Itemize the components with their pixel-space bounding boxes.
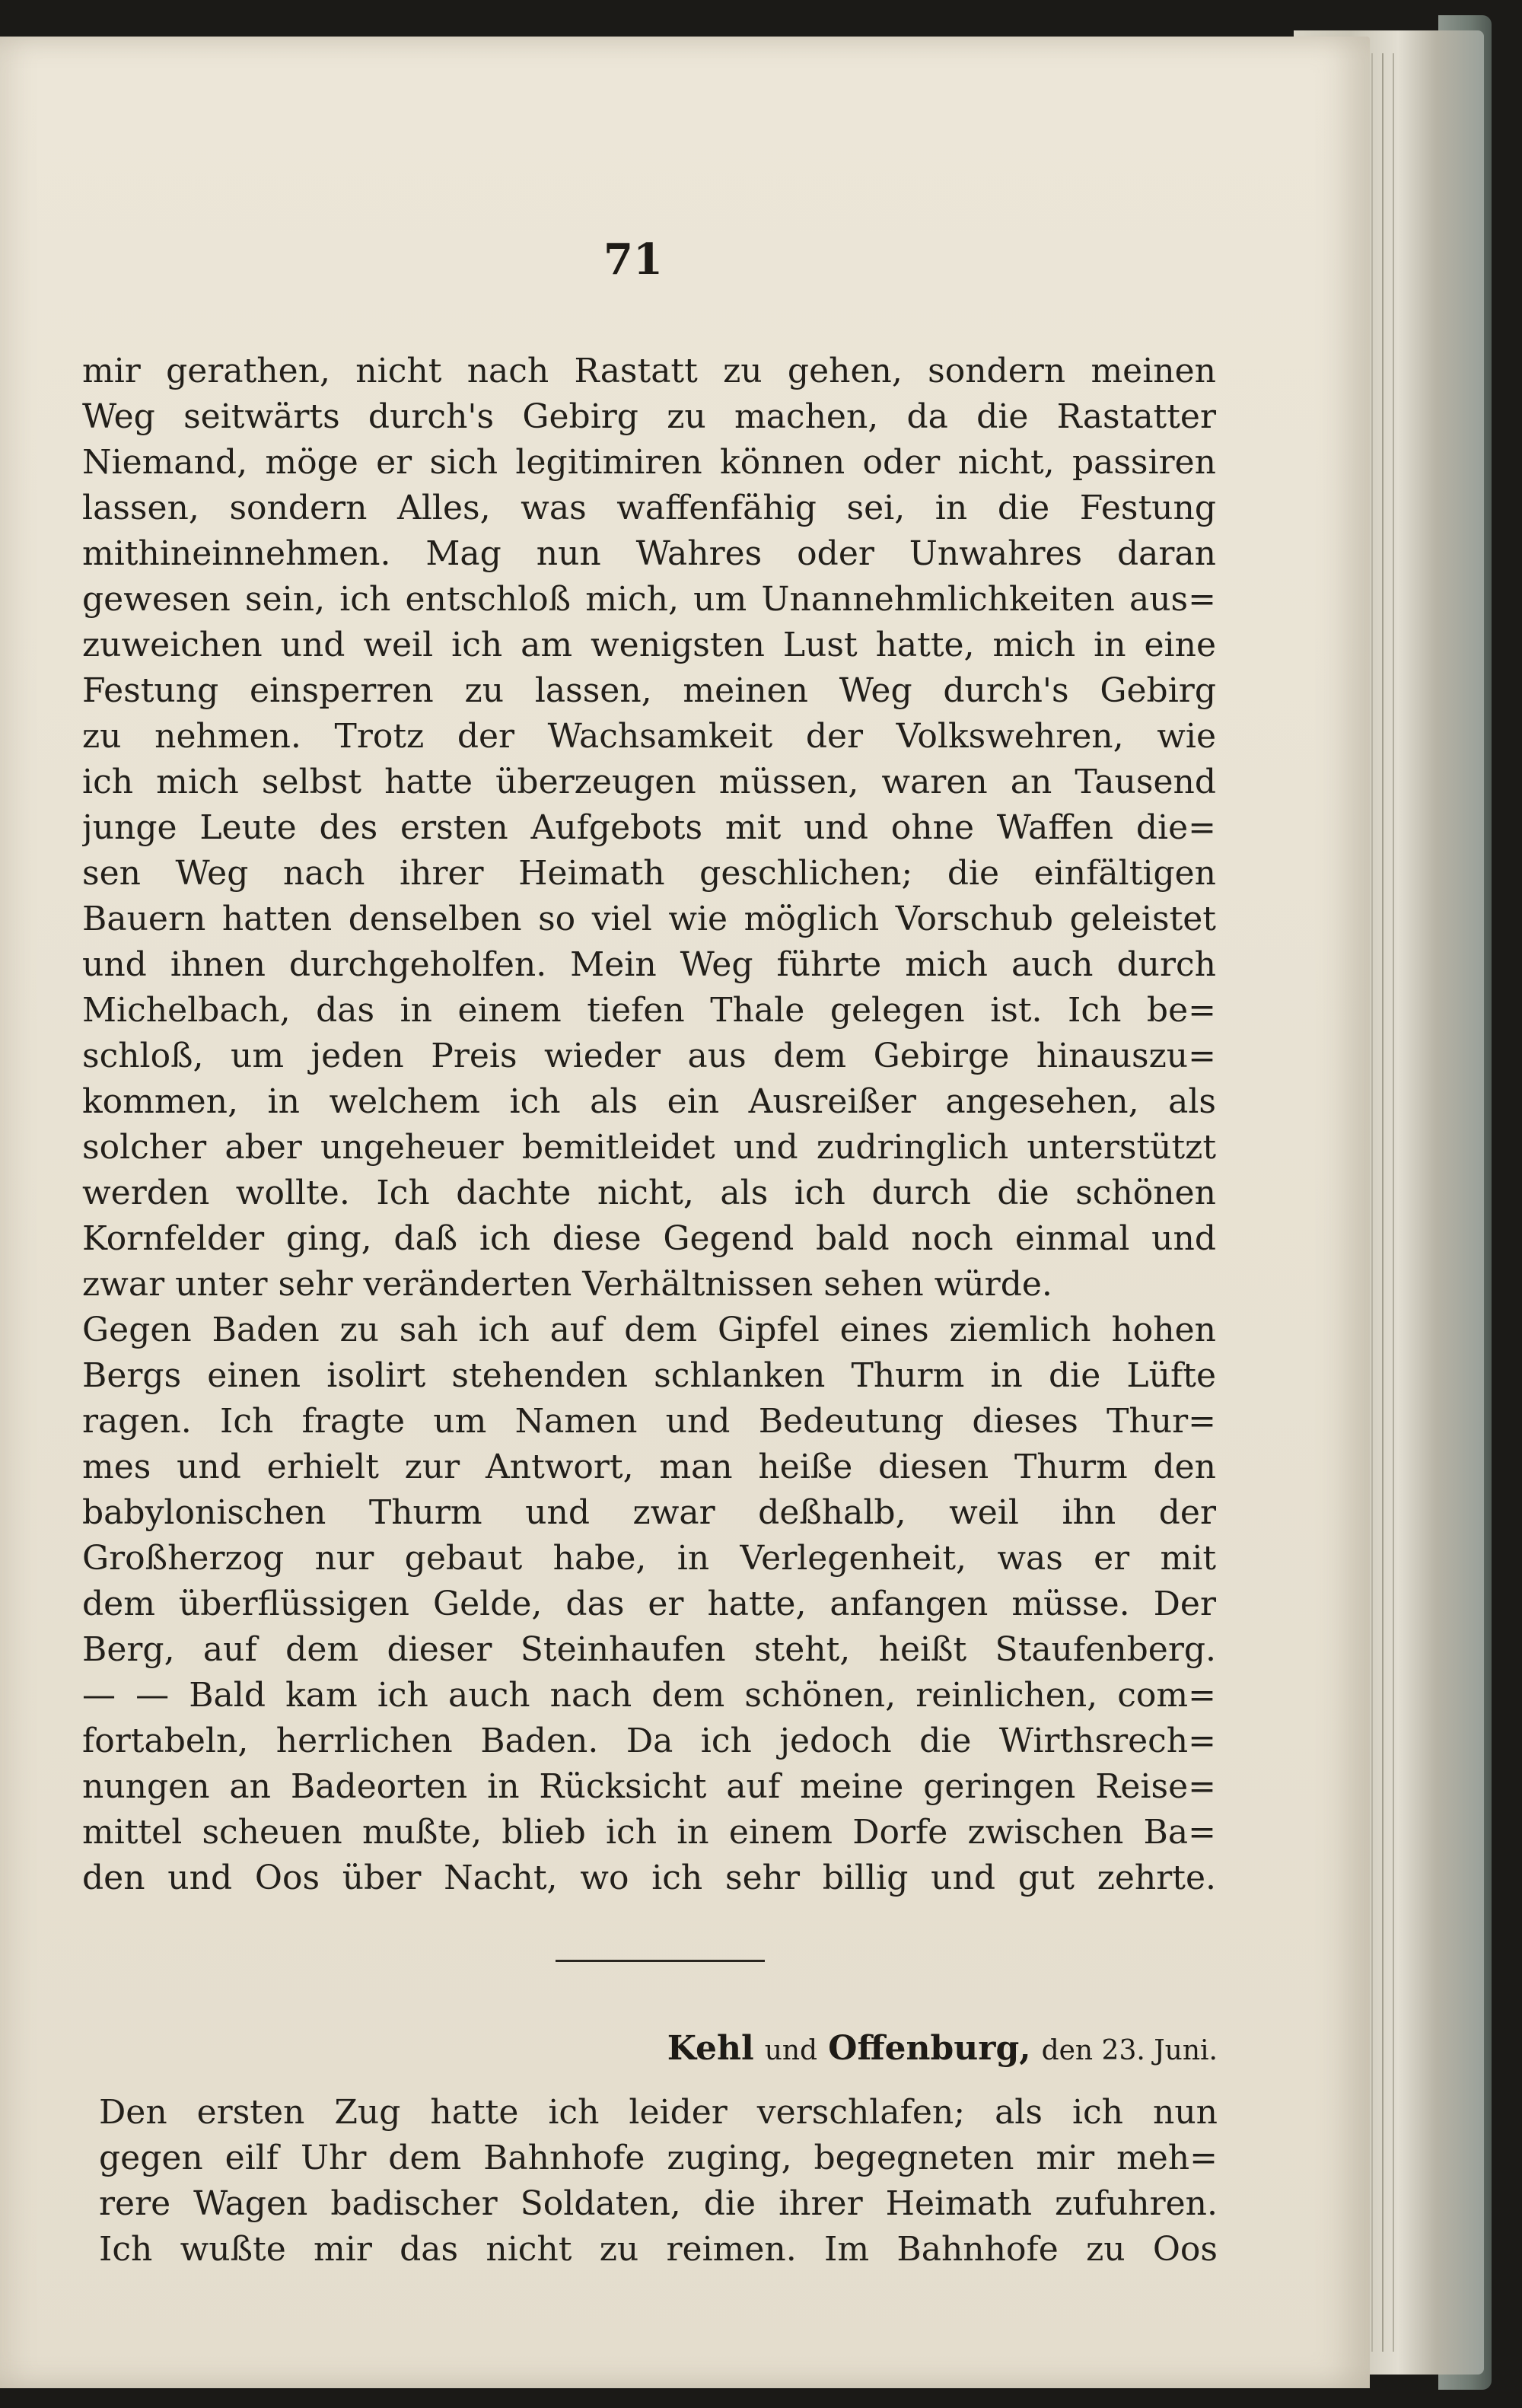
text-line: mes und erhielt zur Antwort, man heiße diesen Thurm den xyxy=(82,1448,1216,1486)
text-line: gewesen sein, ich entschloß mich, um Unannehmlichkeiten aus= xyxy=(82,580,1216,619)
paragraph-1 xyxy=(82,349,1216,1901)
text-line: Den ersten Zug hatte ich leider verschlafen; als ich nun xyxy=(99,2093,1218,2132)
text-line: nungen an Badeorten in Rücksicht auf meine geringen Reise= xyxy=(82,1767,1216,1806)
text-line: Weg seitwärts durch's Gebirg zu machen, da die Rastatter xyxy=(82,397,1216,436)
text-line: Michelbach, das in einem tiefen Thale gelegen ist. Ich be= xyxy=(82,991,1216,1030)
text-line: mir gerathen, nicht nach Rastatt zu gehen, sondern meinen xyxy=(82,352,1216,390)
text-line: gegen eilf Uhr dem Bahnhofe zuging, begegneten mir meh= xyxy=(99,2139,1218,2177)
text-line: Festung einsperren zu lassen, meinen Weg durch's Gebirg xyxy=(82,671,1216,710)
text-line: ragen. Ich fragte um Namen und Bedeutung dieses Thur= xyxy=(82,1402,1216,1441)
text-line: schloß, um jeden Preis wieder aus dem Gebirge hinauszu= xyxy=(82,1037,1216,1075)
text-line: zu nehmen. Trotz der Wachsamkeit der Volkswehren, wie xyxy=(82,717,1216,756)
text-line: junge Leute des ersten Aufgebots mit und ohne Waffen die= xyxy=(82,808,1216,847)
text-line: Niemand, möge er sich legitimiren können oder nicht, passiren xyxy=(82,443,1216,482)
text-line: rere Wagen badischer Soldaten, die ihrer Heimath zufuhren. xyxy=(99,2184,1218,2223)
heading-connector: und xyxy=(764,2035,818,2066)
text-line: zwar unter sehr veränderten Verhältnissen sehen würde. xyxy=(82,1265,1052,1304)
text-line: mithineinnehmen. Mag nun Wahres oder Unwahres daran xyxy=(82,534,1216,573)
text-line: babylonischen Thurm und zwar deßhalb, weil ihn der xyxy=(82,1493,1216,1532)
text-line: zuweichen und weil ich am wenigsten Lust hatte, mich in eine xyxy=(82,626,1216,664)
heading-date: den 23. Juni. xyxy=(1041,2035,1218,2066)
page-number: 71 xyxy=(603,234,663,285)
text-line: Ich wußte mir das nicht zu reimen. Im Bahnhofe zu Oos xyxy=(99,2230,1218,2269)
text-line: Kornfelder ging, daß ich diese Gegend bald noch einmal und xyxy=(82,1219,1216,1258)
text-line: den und Oos über Nacht, wo ich sehr billig und gut zehrte. xyxy=(82,1859,1216,1897)
text-line: dem überflüssigen Gelde, das er hatte, anfangen müsse. Der xyxy=(82,1585,1216,1623)
text-line: — — Bald kam ich auch nach dem schönen, reinlichen, com= xyxy=(82,1676,1216,1715)
text-line: und ihnen durchgeholfen. Mein Weg führte mich auch durch xyxy=(82,945,1216,984)
text-line: kommen, in welchem ich als ein Ausreißer angesehen, als xyxy=(82,1082,1216,1121)
text-line: Bauern hatten denselben so viel wie möglich Vorschub geleistet xyxy=(82,900,1216,938)
text-line: sen Weg nach ihrer Heimath geschlichen; die einfältigen xyxy=(82,854,1216,893)
book-page xyxy=(0,37,1370,2388)
heading-place-1: Kehl xyxy=(667,2029,754,2068)
section-divider xyxy=(556,1960,765,1962)
text-line: lassen, sondern Alles, was waffenfähig sei, in die Festung xyxy=(82,489,1216,527)
text-line: werden wollte. Ich dachte nicht, als ich durch die schönen xyxy=(82,1174,1216,1212)
text-line: Berg, auf dem dieser Steinhaufen steht, heißt Staufenberg. xyxy=(82,1630,1216,1669)
heading-place-2: Offenburg, xyxy=(828,2029,1031,2068)
text-line: solcher aber ungeheuer bemitleidet und zudringlich unterstützt xyxy=(82,1128,1216,1167)
paragraph-2 xyxy=(99,2090,1218,2273)
text-line: Gegen Baden zu sah ich auf dem Gipfel eines ziemlich hohen xyxy=(82,1311,1216,1349)
text-line: ich mich selbst hatte überzeugen müssen, waren an Tausend xyxy=(82,763,1216,801)
text-line: Bergs einen isolirt stehenden schlanken Thurm in die Lüfte xyxy=(82,1356,1216,1395)
text-line: fortabeln, herrlichen Baden. Da ich jedoch die Wirthsrech= xyxy=(82,1722,1216,1760)
text-line: Großherzog nur gebaut habe, in Verlegenheit, was er mit xyxy=(82,1539,1216,1578)
text-line: mittel scheuen mußte, blieb ich in einem Dorfe zwischen Ba= xyxy=(82,1813,1216,1852)
section-heading xyxy=(533,2029,1218,2068)
